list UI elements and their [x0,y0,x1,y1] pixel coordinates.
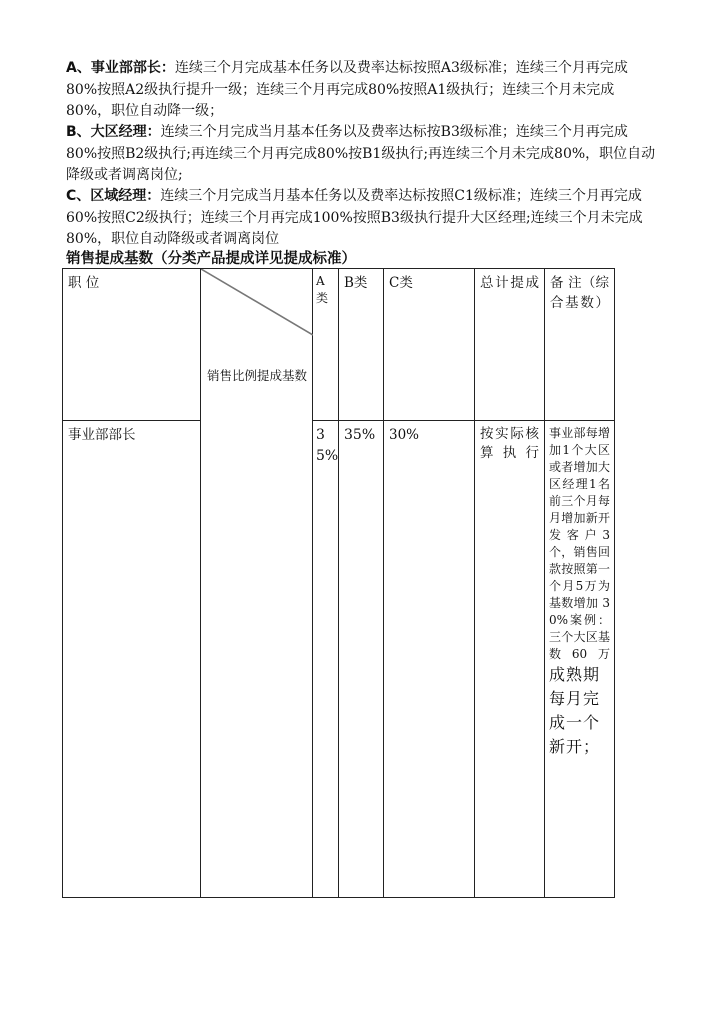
rule-c [66,186,656,251]
header-remark: 备 注（综合基数） [545,269,615,421]
row-remark [545,421,615,898]
row-b: 35% [339,421,384,898]
header-position: 职 位 [63,269,201,421]
diagonal-line [201,269,313,339]
rule-b-head: B、大区经理： [66,124,161,140]
table-header-row [63,269,615,421]
rule-a-head: A、事业部部长： [66,60,175,76]
row-position: 事业部部长 [63,421,201,898]
header-b: B类 [339,269,384,421]
row-c: 30% [384,421,475,898]
header-diag-label: 销售比例提成基数 [207,368,308,383]
table-title: 销售提成基数（分类产品提成详见提成标准） [66,251,356,267]
table-row [63,421,615,898]
header-a: A类 [313,269,339,421]
rule-c-head: C、区域经理： [66,188,161,204]
row-a: 35% [313,421,339,898]
header-diagonal-cell [201,269,313,898]
rule-b [66,122,656,187]
header-c: C类 [384,269,475,421]
rule-c-text: 连续三个月完成当月基本任务以及费率达标按照C1级标准；连续三个月再完成60%按照C2级执行；连续三个月再完成100%按照B3级执行提升大区经理;连续三个月未完成80%，职位自动降级或者调离岗位 [66,188,643,247]
row-remark-small: 事业部每增加1个大区或者增加大区经理1名前三个月每月增加新开发客户3个，销售回款按照第一个月5万为基数增加 30%案例：三个大区基数60万 [549,426,610,661]
header-total: 总计提成 [475,269,545,421]
commission-table [62,268,615,898]
rule-a [66,58,656,123]
row-total: 按实际核算执行 [475,421,545,898]
row-remark-big: 成熟期每月完成一个新开； [549,665,601,756]
rule-a-text: 连续三个月完成基本任务以及费率达标按照A3级标准；连续三个月再完成80%按照A2级执行提升一级；连续三个月再完成80%按照A1级执行；连续三个月未完成80%，职位自动降一级； [66,60,628,119]
rule-b-text: 连续三个月完成当月基本任务以及费率达标按B3级标准；连续三个月再完成80%按照B2级执行;再连续三个月再完成80%按B1级执行;再连续三个月未完成80%，职位自动降级或者调离岗位; [66,124,656,183]
